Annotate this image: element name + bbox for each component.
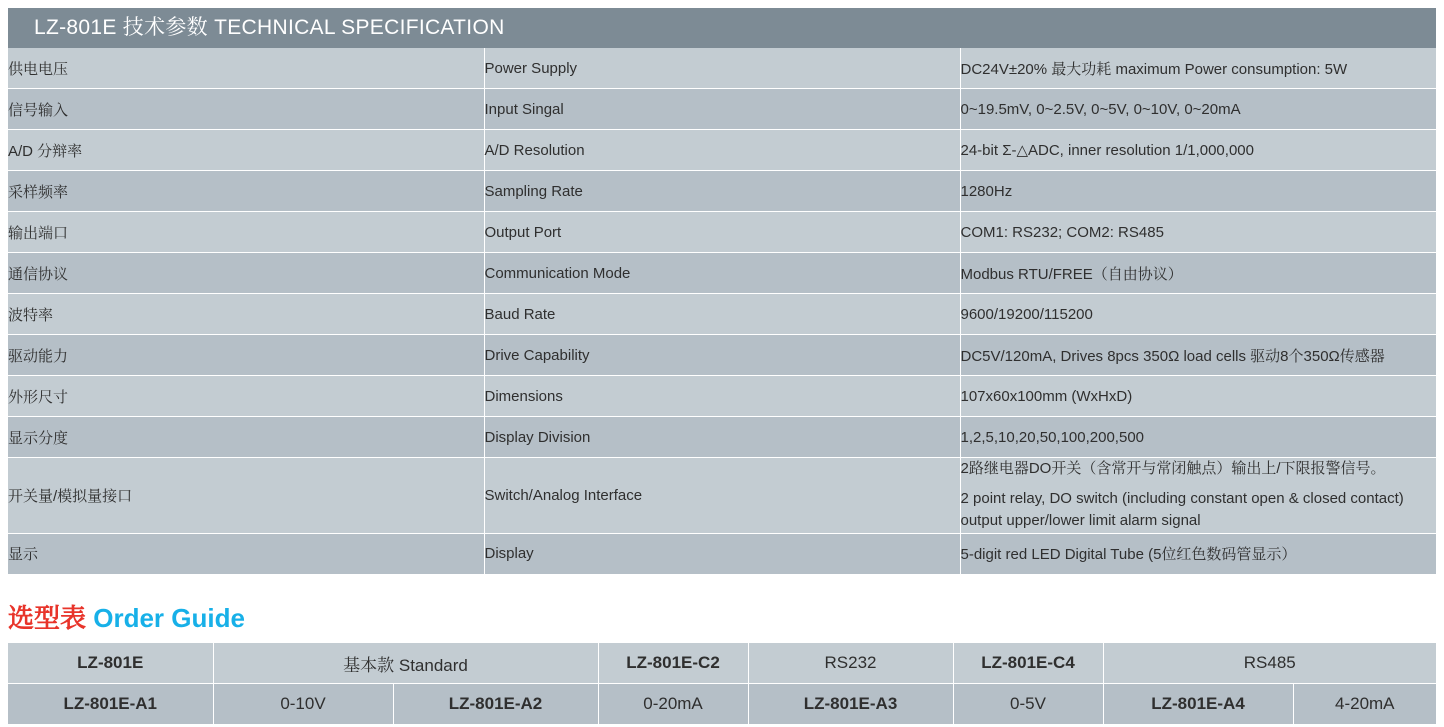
order-model-desc: 0-5V — [953, 684, 1103, 725]
table-row — [8, 171, 1436, 212]
order-table-row — [8, 684, 1436, 725]
spec-label-cn: 波特率 — [8, 294, 484, 335]
spec-label-en: Display — [484, 533, 960, 574]
spec-label-en: Display Division — [484, 417, 960, 458]
spec-label-cn: A/D 分辩率 — [8, 130, 484, 171]
order-model-code: LZ-801E-A2 — [393, 684, 598, 725]
spec-label-cn: 外形尺寸 — [8, 376, 484, 417]
spec-label-en: Communication Mode — [484, 253, 960, 294]
order-model-code: LZ-801E — [8, 643, 213, 684]
spec-label-en: Input Singal — [484, 89, 960, 130]
table-row — [8, 376, 1436, 417]
spec-value: 107x60x100mm (WxHxD) — [960, 376, 1436, 417]
spec-value: 1,2,5,10,20,50,100,200,500 — [960, 417, 1436, 458]
spec-label-cn: 驱动能力 — [8, 335, 484, 376]
table-row — [8, 130, 1436, 171]
spec-label-en: Sampling Rate — [484, 171, 960, 212]
table-row — [8, 417, 1436, 458]
order-model-desc: 4-20mA — [1293, 684, 1436, 725]
spec-value: 1280Hz — [960, 171, 1436, 212]
spec-label-cn: 通信协议 — [8, 253, 484, 294]
spec-label-cn: 显示 — [8, 533, 484, 574]
order-model-desc: 0-10V — [213, 684, 393, 725]
table-row — [8, 89, 1436, 130]
spec-label-en: Dimensions — [484, 376, 960, 417]
spec-label-en: Output Port — [484, 212, 960, 253]
spec-value: DC5V/120mA, Drives 8pcs 350Ω load cells 驱动8个350Ω传感器 — [960, 335, 1436, 376]
spec-value: 0~19.5mV, 0~2.5V, 0~5V, 0~10V, 0~20mA — [960, 89, 1436, 130]
spec-label-en: Drive Capability — [484, 335, 960, 376]
spec-value: DC24V±20% 最大功耗 maximum Power consumption: 5W — [960, 48, 1436, 89]
order-model-desc: 基本款 Standard — [213, 643, 598, 684]
order-model-code: LZ-801E-C2 — [598, 643, 748, 684]
spec-label-en: Switch/Analog Interface — [484, 458, 960, 534]
order-model-code: LZ-801E-C4 — [953, 643, 1103, 684]
spec-label-cn: 显示分度 — [8, 417, 484, 458]
spec-value-line1: 2路继电器DO开关（含常开与常闭触点）输出上/下限报警信号。 — [960, 460, 1386, 477]
order-model-desc: RS232 — [748, 643, 953, 684]
spec-label-cn: 输出端口 — [8, 212, 484, 253]
order-guide-heading-cn: 选型表 — [8, 603, 87, 633]
order-model-code: LZ-801E-A1 — [8, 684, 213, 725]
order-model-code: LZ-801E-A3 — [748, 684, 953, 725]
order-guide-heading — [8, 598, 245, 635]
order-guide-heading-en: Order Guide — [93, 603, 245, 633]
order-model-code: LZ-801E-A4 — [1103, 684, 1293, 725]
spec-label-cn: 信号输入 — [8, 89, 484, 130]
spec-label-en: Baud Rate — [484, 294, 960, 335]
spec-label-cn: 供电电压 — [8, 48, 484, 89]
spec-value: 5-digit red LED Digital Tube (5位红色数码管显示） — [960, 533, 1436, 574]
technical-specification-table — [8, 8, 1436, 575]
table-row — [8, 253, 1436, 294]
spec-label-cn: 开关量/模拟量接口 — [8, 458, 484, 534]
table-row — [8, 212, 1436, 253]
spec-value: COM1: RS232; COM2: RS485 — [960, 212, 1436, 253]
table-row — [8, 335, 1436, 376]
spec-label-en: A/D Resolution — [484, 130, 960, 171]
spec-value: Modbus RTU/FREE（自由协议） — [960, 253, 1436, 294]
order-model-desc: RS485 — [1103, 643, 1436, 684]
spec-table-title: LZ-801E 技术参数 TECHNICAL SPECIFICATION — [34, 16, 505, 39]
spec-label-cn: 采样频率 — [8, 171, 484, 212]
order-table-row — [8, 643, 1436, 684]
table-row — [8, 458, 1436, 534]
spec-value — [960, 458, 1436, 534]
order-guide-table — [8, 643, 1436, 725]
spec-value: 24-bit Σ-△ADC, inner resolution 1/1,000,000 — [960, 130, 1436, 171]
table-row — [8, 294, 1436, 335]
table-row — [8, 533, 1436, 574]
spec-value: 9600/19200/115200 — [960, 294, 1436, 335]
order-model-desc: 0-20mA — [598, 684, 748, 725]
spec-value-line2: 2 point relay, DO switch (including constant open & closed contact) output upper/lower limit alarm signal — [960, 489, 1404, 529]
table-row — [8, 48, 1436, 89]
spec-label-en: Power Supply — [484, 48, 960, 89]
spec-table-header-row — [8, 8, 1436, 48]
